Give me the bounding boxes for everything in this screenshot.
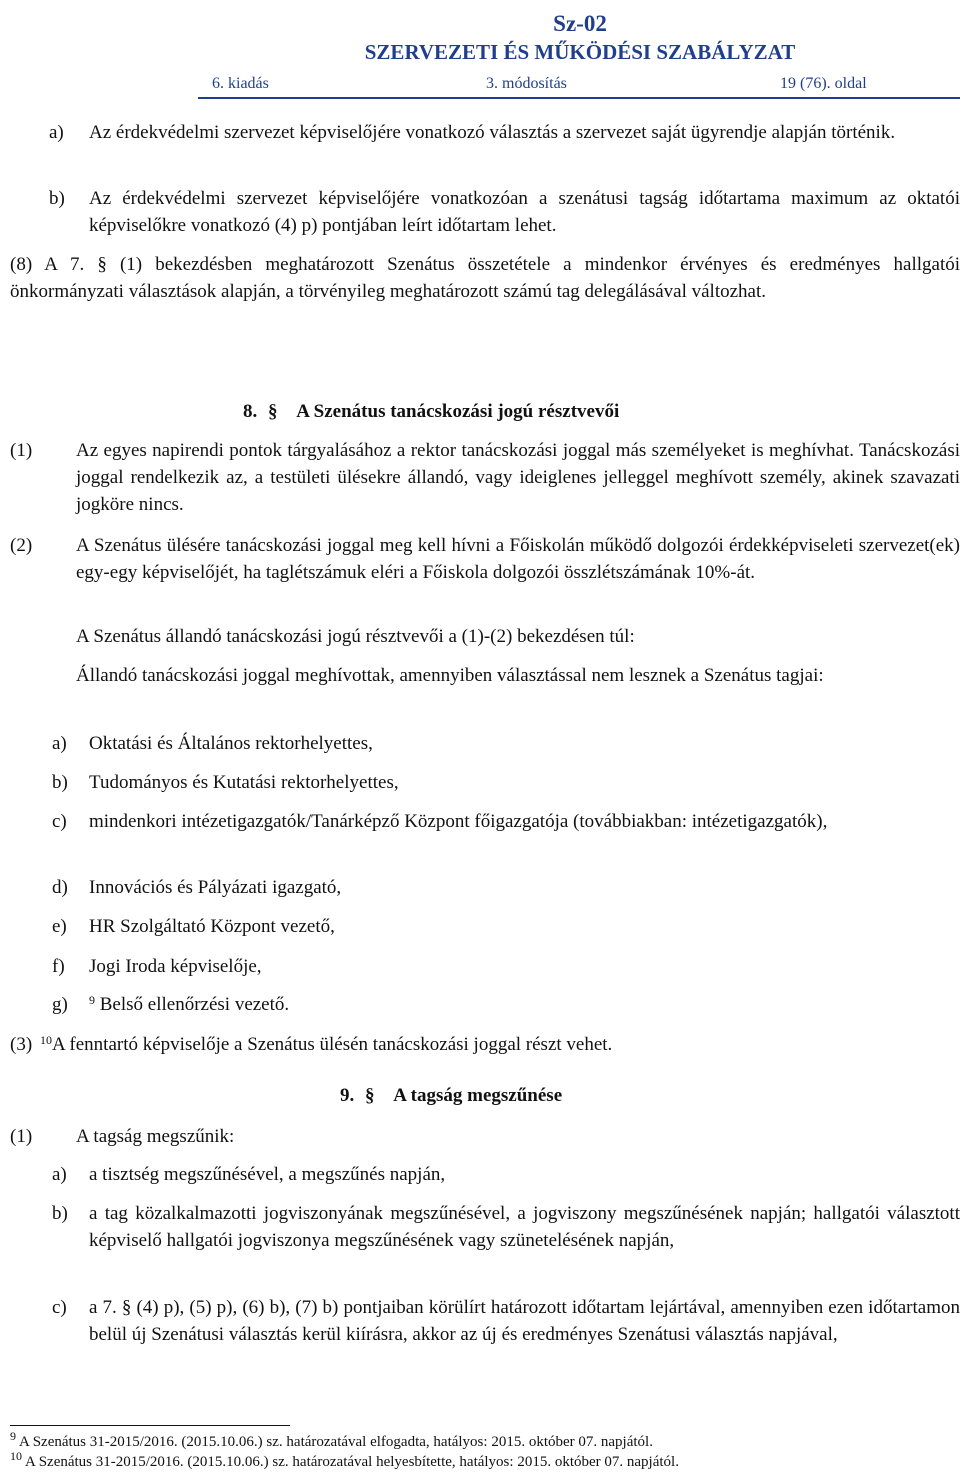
list-item-a	[49, 119, 960, 146]
item-text: mindenkori intézetigazgatók/Tanárképző Központ főigazgatója (továbbiakban: intézetigazgatók),	[89, 811, 828, 832]
header-page-number: 19 (76). oldal	[780, 75, 867, 92]
list-item	[52, 1161, 960, 1188]
list-item	[52, 874, 960, 901]
section-8-paragraph-1	[10, 437, 960, 518]
section-number: 9.	[340, 1085, 355, 1106]
item-label: g)	[52, 994, 68, 1015]
item-text: Az érdekvédelmi szervezet képviselőjére vonatkozóan a szenátusi tagság időtartama maximum az oktatói képviselőkre vonatkozó (4) p) pontjában leírt időtartam lehet.	[89, 188, 960, 236]
list-item-b	[49, 185, 960, 239]
header-modification: 3. módosítás	[486, 75, 567, 92]
paragraph-text: A fenntartó képviselője a Szenátus ülésén tanácskozási joggal részt vehet.	[52, 1034, 613, 1055]
list-item	[52, 1200, 960, 1254]
section-title: A Szenátus tanácskozási jogú résztvevői	[296, 401, 620, 422]
item-text: a tag közalkalmazotti jogviszonyának megszűnésével, a jogviszony megszűnésének napján; hallgatói választott képviselő hallgatói jogviszonya megszűnésének vagy szünetelésének napján,	[89, 1203, 960, 1251]
item-label: b)	[49, 188, 65, 209]
footnote-9	[10, 1429, 960, 1451]
footnote-text: A Szenátus 31-2015/2016. (2015.10.06.) sz. határozatával elfogadta, hatályos: 2015. október 07. napjától.	[18, 1434, 653, 1450]
paragraph-label: (3)	[10, 1034, 33, 1055]
item-label: e)	[52, 916, 67, 937]
footnote-separator	[10, 1425, 290, 1426]
section-8-heading	[243, 398, 619, 425]
section-number: 8.	[243, 401, 258, 422]
document-title: SZERVEZETI ÉS MŰKÖDÉSI SZABÁLYZAT	[364, 40, 796, 64]
item-text: Jogi Iroda képviselője,	[89, 956, 262, 977]
list-item	[52, 808, 960, 835]
item-text: Innovációs és Pályázati igazgató,	[89, 877, 342, 898]
item-text: Oktatási és Általános rektorhelyettes,	[89, 733, 373, 754]
section-symbol: §	[268, 401, 278, 422]
section-8-paragraph-3	[10, 1031, 960, 1058]
header-edition: 6. kiadás	[212, 75, 269, 92]
section-symbol: §	[365, 1085, 375, 1106]
paragraph-text: A tagság megszűnik:	[76, 1126, 235, 1147]
item-label: a)	[49, 122, 64, 143]
item-text: a tisztség megszűnésével, a megszűnés napján,	[89, 1164, 446, 1185]
item-label: c)	[52, 811, 67, 832]
paragraph-label: (1)	[10, 1126, 33, 1147]
item-text: Belső ellenőrzési vezető.	[99, 994, 290, 1015]
paragraph-label: (1)	[10, 440, 33, 461]
footnote-number: 10	[10, 1449, 22, 1463]
list-item	[52, 730, 960, 757]
section-9-paragraph-1	[10, 1123, 960, 1150]
footnote-text: A Szenátus 31-2015/2016. (2015.10.06.) sz. határozatával helyesbítette, hatályos: 2015. október 07. napjától.	[24, 1454, 679, 1470]
paragraph-label: (2)	[10, 535, 33, 556]
item-label: d)	[52, 877, 68, 898]
document-code: Sz-02	[553, 11, 607, 36]
list-item	[52, 1294, 960, 1348]
invited-participants-intro: Állandó tanácskozási joggal meghívottak, amennyiben választással nem lesznek a Szenátus tagjai:	[76, 665, 824, 686]
section-title: A tagság megszűnése	[393, 1085, 563, 1106]
item-text: a 7. § (4) p), (5) p), (6) b), (7) b) pontjaiban körülírt határozott időtartam lejártával, amennyiben ezen időtartamon belül új Szenátusi választás kerül kiírásra, akkor az új és eredményes Szenátusi választás napjával,	[89, 1297, 960, 1345]
paragraph-text: A Szenátus ülésére tanácskozási joggal meg kell hívni a Főiskolán működő dolgozói érdekképviseleti szervezet(ek) egy-egy képviselőjét, ha taglétszámuk eléri a Főiskola dolgozói összlétszámának 10%-át.	[76, 535, 960, 583]
item-label: b)	[52, 772, 68, 793]
item-label: a)	[52, 1164, 67, 1185]
list-item	[52, 953, 960, 980]
section-8-paragraph-2	[10, 532, 960, 586]
header-rule	[198, 97, 960, 99]
item-text: Tudományos és Kutatási rektorhelyettes,	[89, 772, 399, 793]
footnote-ref-9[interactable]: 9	[89, 993, 95, 1007]
item-label: c)	[52, 1297, 67, 1318]
list-item	[52, 769, 960, 796]
list-item	[52, 991, 960, 1018]
item-label: f)	[52, 956, 65, 977]
item-text: HR Szolgáltató Központ vezető,	[89, 916, 335, 937]
section-9-heading	[340, 1082, 562, 1109]
item-label: b)	[52, 1203, 68, 1224]
item-label: a)	[52, 733, 67, 754]
paragraph-text: Az egyes napirendi pontok tárgyalásához a rektor tanácskozási joggal más személyeket is meghívhat. Tanácskozási joggal rendelkezik az, a testületi ülésekre állandó, vagy ideiglenes jelleggel meghívott személy, akinek szavazati jogköre nincs.	[76, 440, 960, 515]
item-text: Az érdekvédelmi szervezet képviselőjére vonatkozó választás a szervezet saját ügyrendje alapján történik.	[89, 122, 896, 143]
permanent-participants-intro: A Szenátus állandó tanácskozási jogú résztvevői a (1)-(2) bekezdésen túl:	[76, 626, 635, 647]
paragraph-8: (8) A 7. § (1) bekezdésben meghatározott Szenátus összetétele a mindenkor érvényes és eredményes hallgatói önkormányzati választások alapján, a törvényileg meghatározott számú tag delegálásával változhat.	[10, 254, 960, 302]
footnote-ref-10[interactable]: 10	[40, 1033, 52, 1047]
list-item	[52, 913, 960, 940]
footnote-10	[10, 1449, 960, 1471]
footnote-number: 9	[10, 1429, 16, 1443]
